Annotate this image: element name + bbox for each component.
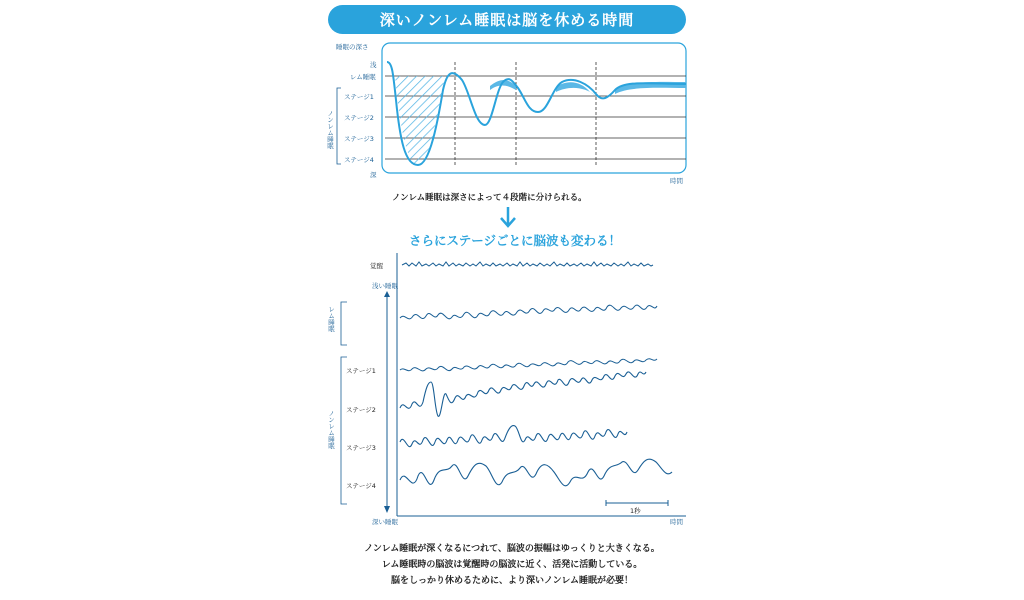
awake-label: 覚醒 — [370, 262, 383, 270]
caption-line-1: ノンレム睡眠が深くなるにつれて、脳波の振幅はゆっくりと大きくなる。 — [364, 544, 660, 554]
top-note: ノンレム睡眠は深さによって４段階に分けられる。 — [392, 193, 587, 203]
wave-stage3 — [400, 426, 627, 447]
wave-stage1 — [400, 359, 657, 371]
level-label-deep: 深 — [370, 171, 377, 179]
nonrem-label: ノンレム睡眠 — [327, 410, 335, 449]
level-label-shallow: 浅 — [370, 61, 377, 69]
stage4-label: ステージ4 — [346, 482, 376, 490]
level-label-stage4: ステージ4 — [344, 156, 374, 164]
scale-label: 1秒 — [630, 507, 641, 515]
nonrem-bracket-label: ノンレム睡眠 — [326, 110, 334, 149]
rem-label: レム睡眠 — [327, 306, 335, 332]
stage2-label: ステージ2 — [346, 406, 376, 414]
wave-stage4 — [400, 459, 672, 486]
wave-awake — [402, 262, 653, 266]
wave-rem — [400, 305, 657, 319]
level-label-stage2: ステージ2 — [344, 114, 374, 122]
rem-bracket — [341, 302, 347, 345]
wave-stage2 — [400, 372, 646, 416]
x-axis-label: 時間 — [670, 177, 683, 185]
caption-line-3: 脳をしっかり休めるために、より深いノンレム睡眠が必要！ — [390, 576, 634, 586]
headline: さらにステージごとに脳波も変わる！ — [408, 233, 621, 248]
stage1-label: ステージ1 — [346, 367, 376, 375]
y-axis-title: 睡眠の深さ — [336, 43, 369, 51]
stage3-label: ステージ3 — [346, 444, 376, 452]
level-label-rem: レム睡眠 — [350, 73, 376, 81]
deep-sleep-label: 深い睡眠 — [372, 518, 398, 526]
level-label-stage3: ステージ3 — [344, 135, 374, 143]
shallow-sleep-label: 浅い睡眠 — [372, 282, 398, 290]
bottom-x-axis-label: 時間 — [670, 518, 683, 526]
page-title: 深いノンレム睡眠は脳を休める時間 — [379, 11, 635, 29]
caption-line-2: レム睡眠時の脳波は覚醒時の脳波に近く、活発に活動している。 — [381, 560, 643, 570]
level-label-stage1: ステージ1 — [344, 93, 374, 101]
